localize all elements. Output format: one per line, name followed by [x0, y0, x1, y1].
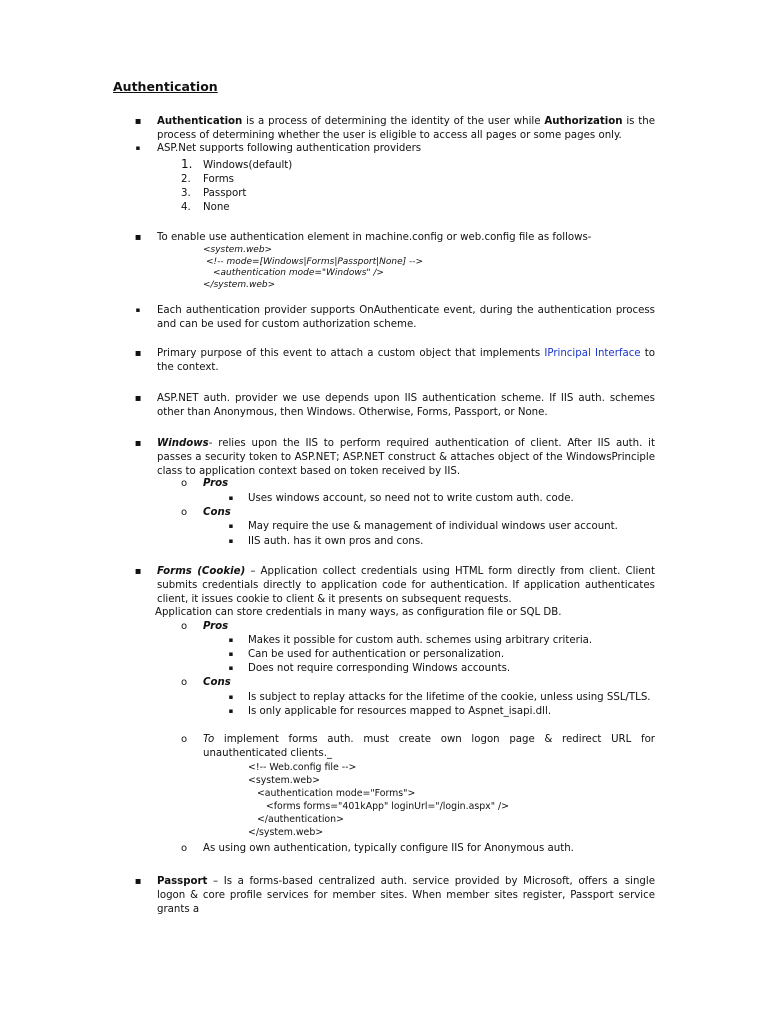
authentication-term: Authentication — [157, 116, 243, 127]
list-item: May require the use & management of individual windows user account. — [248, 521, 618, 532]
code-line: <system.web> — [203, 245, 273, 255]
passport-term: Passport — [157, 876, 208, 887]
code-line: </system.web> — [203, 280, 276, 290]
pros-label: Pros — [203, 621, 229, 632]
bullet-icon — [132, 875, 144, 890]
bullet-icon — [226, 648, 236, 662]
cons-label: Cons — [203, 507, 231, 518]
bullet-icon — [226, 662, 236, 676]
list-item: Does not require corresponding Windows accounts. — [248, 663, 511, 674]
code-line: <system.web> — [248, 775, 320, 786]
forms-paragraph — [157, 565, 655, 607]
purpose-text-1: Primary purpose of this event to attach a custom object that implements — [157, 348, 545, 359]
list-item: IIS auth. has it own pros and cons. — [248, 536, 424, 547]
list-item: Is subject to replay attacks for the lifetime of the cookie, unless using SSL/TLS. — [248, 692, 651, 703]
code-line: <!-- Web.config file --> — [248, 762, 357, 773]
depends-paragraph: ASP.NET auth. provider we use depends upon IIS authentication scheme. If IIS auth. schemes other than Anonymous, then Windows. Otherwise, Forms, Passport, or None. — [157, 393, 655, 418]
code-line: <!-- mode=[Windows|Forms|Passport|None] --> — [206, 257, 424, 267]
bullet-icon — [132, 115, 144, 130]
windows-text: - relies upon the IIS to perform required authentication of client. After IIS auth. it passes a security token to ASP.NET; ASP.NET construct & attaches object of the WindowsPrinciple class to application context based on token received by IIS. — [157, 438, 655, 477]
circle-bullet-icon: o — [181, 478, 188, 489]
circle-bullet-icon: o — [181, 677, 188, 688]
windows-paragraph — [157, 437, 655, 479]
bullet-icon — [226, 535, 236, 549]
providers-intro: ASP.Net supports following authentication providers — [157, 143, 422, 154]
bullet-icon — [226, 705, 236, 719]
list-number: 1. — [181, 157, 193, 171]
circle-bullet-icon: o — [181, 843, 188, 854]
intro-text-2: is the process of determining whether the user is eligible to access all pages or some pages only. — [157, 116, 655, 141]
bullet-icon — [132, 304, 144, 318]
circle-bullet-icon: o — [181, 621, 188, 632]
bullet-icon — [226, 520, 236, 534]
bullet-icon — [132, 142, 144, 156]
bullet-icon — [226, 634, 236, 648]
forms-store-text: Application can store credentials in many ways, as configuration file or SQL DB. — [155, 607, 562, 618]
list-item: Uses windows account, so need not to write custom auth. code. — [248, 493, 574, 504]
bullet-icon — [226, 492, 236, 506]
bullet-icon — [132, 565, 144, 580]
list-item: Windows(default) — [203, 160, 293, 171]
implement-to: To — [203, 734, 215, 745]
bullet-icon — [132, 437, 144, 452]
bullet-icon — [132, 392, 144, 407]
pros-label: Pros — [203, 478, 229, 489]
purpose-paragraph — [157, 347, 655, 375]
list-number: 3. — [181, 188, 191, 199]
code-line: </system.web> — [248, 827, 324, 838]
passport-paragraph — [157, 875, 655, 917]
anonymous-text: As using own authentication, typically configure IIS for Anonymous auth. — [203, 843, 574, 854]
list-item: Passport — [203, 188, 247, 199]
purpose-text-2: to the context. — [157, 348, 655, 373]
bullet-icon — [132, 347, 144, 362]
forms-term: Forms (Cookie) — [157, 566, 246, 577]
page-title: Authentication — [113, 79, 218, 94]
implement-paragraph — [203, 733, 655, 761]
code-line: </authentication> — [248, 814, 344, 825]
list-item: Is only applicable for resources mapped to Aspnet_isapi.dll. — [248, 706, 552, 717]
bullet-icon — [132, 231, 144, 246]
code-line: <forms forms="401kApp" loginUrl="/login.aspx" /> — [248, 801, 510, 812]
cons-label: Cons — [203, 677, 231, 688]
authorization-term: Authorization — [544, 116, 623, 127]
code-line: <authentication mode="Windows" /> — [213, 268, 384, 278]
list-item: None — [203, 202, 230, 213]
list-number: 2. — [181, 174, 191, 185]
code-line: <authentication mode="Forms"> — [248, 788, 416, 799]
implement-text: implement forms auth. must create own logon page & redirect URL for unauthenticated clients._ — [203, 734, 655, 759]
intro-paragraph — [157, 115, 655, 143]
list-number: 4. — [181, 202, 191, 213]
list-item: Makes it possible for custom auth. schemes using arbitrary criteria. — [248, 635, 593, 646]
circle-bullet-icon: o — [181, 507, 188, 518]
enable-text: To enable use authentication element in machine.config or web.config file as follows- — [157, 232, 592, 243]
bullet-icon — [226, 691, 236, 705]
iprincipal-interface-link[interactable]: IPrincipal Interface — [544, 348, 641, 359]
list-item: Can be used for authentication or personalization. — [248, 649, 505, 660]
list-item: Forms — [203, 174, 234, 185]
circle-bullet-icon: o — [181, 734, 188, 745]
forms-text: – Application collect credentials using HTML form directly from client. Client submits credentials directly to application code for authentication. If application authenticates client, it issues cookie to client & it presents on subsequent requests. — [157, 566, 655, 605]
intro-text-1: is a process of determining the identity of the user while — [242, 116, 545, 127]
passport-text: – Is a forms-based centralized auth. service provided by Microsoft, offers a single logon & core profile services for member sites. When member sites register, Passport service grants a — [157, 876, 655, 915]
windows-term: Windows — [157, 438, 209, 449]
onauthenticate-paragraph: Each authentication provider supports OnAuthenticate event, during the authentication process and can be used for custom authorization scheme. — [157, 305, 655, 330]
